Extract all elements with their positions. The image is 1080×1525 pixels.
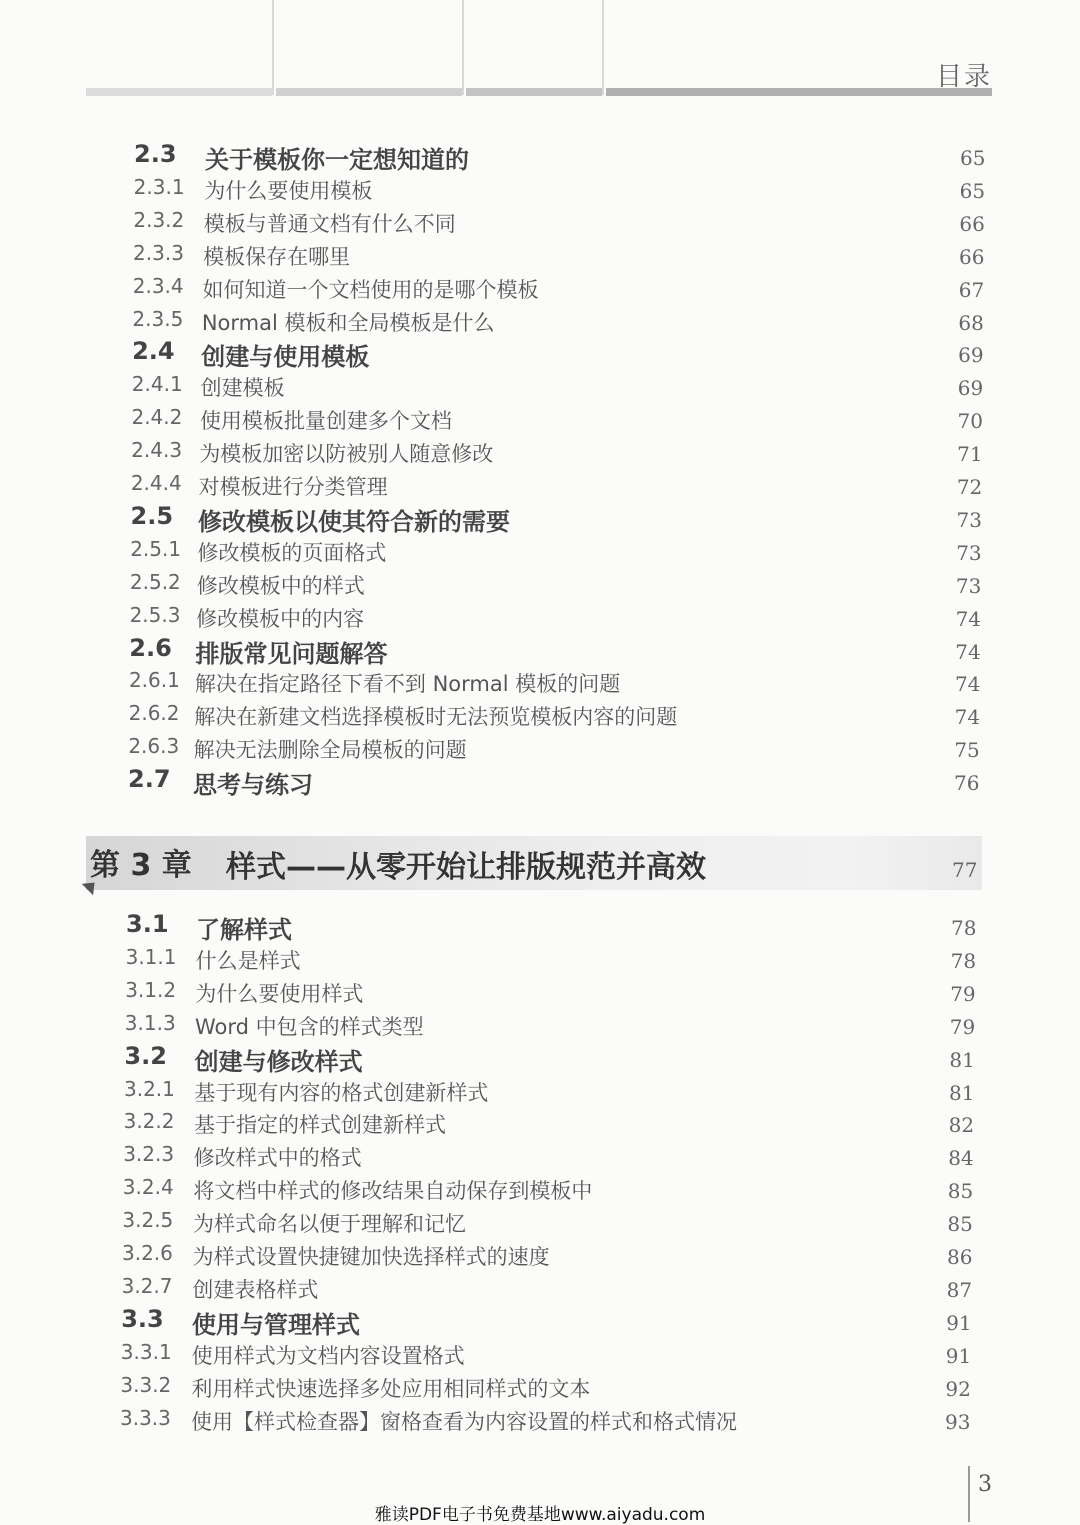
toc-entry-number: 2.3.1 xyxy=(133,174,185,199)
toc-entry-title: Word 中包含的样式类型 xyxy=(195,1014,424,1039)
toc-entry-number: 2.6.1 xyxy=(128,668,180,693)
toc-entry-number: 2.5.3 xyxy=(129,602,181,627)
chapter-title: 样式——从零开始让排版规范并高效 xyxy=(226,850,706,885)
toc-entry-page: 81 xyxy=(949,1080,975,1105)
toc-entry-number: 3.1 xyxy=(126,910,169,938)
toc-entry-title: 修改模板的页面格式 xyxy=(197,540,387,565)
toc-entry-title: 使用与管理样式 xyxy=(192,1310,360,1339)
toc-entry-page: 84 xyxy=(948,1146,974,1171)
toc-entry-page: 73 xyxy=(956,507,982,532)
toc-entry-title: 了解样式 xyxy=(196,916,292,944)
toc-entry-number: 3.1.2 xyxy=(125,977,177,1002)
toc-subsection-entry[interactable] xyxy=(0,601,1080,631)
toc-entry-number: 3.2.1 xyxy=(124,1076,175,1101)
toc-entry-number: 3.3.3 xyxy=(120,1405,171,1430)
toc-entry-number: 3.2.5 xyxy=(122,1208,174,1233)
toc-subsection-entry[interactable] xyxy=(0,1371,1080,1401)
toc-subsection-entry[interactable] xyxy=(0,1206,1080,1236)
toc-subsection-entry[interactable] xyxy=(0,732,1080,762)
toc-subsection-entry[interactable] xyxy=(0,272,1080,302)
toc-entry-page: 87 xyxy=(946,1277,973,1302)
toc-entry-page: 91 xyxy=(945,1343,972,1368)
toc-subsection-entry[interactable] xyxy=(0,305,1080,335)
toc-entry-page: 91 xyxy=(946,1310,972,1335)
toc-entry-page: 81 xyxy=(949,1047,975,1072)
toc-entry-page: 70 xyxy=(957,409,983,434)
toc-entry-title: 对模板进行分类管理 xyxy=(198,475,388,499)
header-title: 目录 xyxy=(936,62,993,92)
toc-entry-page: 76 xyxy=(954,771,980,796)
toc-subsection-entry[interactable] xyxy=(0,666,1080,696)
toc-entry-number: 3.2 xyxy=(124,1041,167,1070)
toc-subsection-entry[interactable] xyxy=(0,239,1080,269)
toc-entry-title: 为模板加密以防被别人随意修改 xyxy=(199,442,494,467)
toc-entry-number: 3.3 xyxy=(121,1304,164,1333)
toc-entry-number: 2.3.2 xyxy=(133,207,185,232)
chapter-page: 77 xyxy=(952,858,978,882)
toc-entry-title: 修改模板以使其符合新的需要 xyxy=(198,507,511,536)
chapter-label: 第 3 章 xyxy=(90,848,192,883)
toc-entry-title: 为什么要使用样式 xyxy=(195,981,364,1006)
toc-entry-page: 73 xyxy=(955,573,982,598)
toc-section-entry[interactable] xyxy=(0,1304,1080,1339)
toc-entry-title: 解决在指定路径下看不到 Normal 模板的问题 xyxy=(194,672,621,697)
toc-entry-number: 2.4.3 xyxy=(131,438,183,463)
toc-subsection-entry[interactable] xyxy=(0,699,1080,729)
toc-subsection-entry[interactable] xyxy=(0,206,1080,236)
toc-entry-number: 2.6.2 xyxy=(128,701,180,726)
toc-entry-number: 2.5 xyxy=(130,501,174,530)
page-number: 3 xyxy=(978,1472,992,1497)
toc-subsection-entry[interactable] xyxy=(0,1404,1080,1434)
toc-entry-title: 解决在新建文档选择模板时无法预览模板内容的问题 xyxy=(194,705,678,730)
toc-subsection-entry[interactable] xyxy=(0,469,1080,499)
toc-entry-number: 2.6 xyxy=(129,633,172,662)
toc-section-entry[interactable] xyxy=(0,337,1080,372)
footer-watermark: 雅读PDF电子书免费基地www.aiyadu.com xyxy=(374,1505,706,1525)
toc-entry-number: 2.5.2 xyxy=(129,569,181,594)
toc-entry-page: 67 xyxy=(958,277,985,302)
toc-entry-page: 69 xyxy=(957,376,984,401)
toc-subsection-entry[interactable] xyxy=(0,1239,1080,1269)
toc-entry-title: 修改模板中的样式 xyxy=(196,573,365,598)
toc-entry-page: 69 xyxy=(958,343,984,368)
toc-subsection-entry[interactable] xyxy=(0,1338,1080,1368)
toc-entry-number: 3.2.6 xyxy=(122,1241,173,1265)
toc-section-entry[interactable] xyxy=(0,765,1080,800)
toc-entry-page: 79 xyxy=(950,981,976,1006)
toc-entry-number: 2.3.3 xyxy=(133,240,184,265)
toc-entry-title: 将文档中样式的修改结果自动保存到模板中 xyxy=(193,1179,593,1204)
toc-subsection-entry[interactable] xyxy=(0,1107,1080,1137)
toc-section-entry[interactable] xyxy=(0,501,1080,536)
toc-entry-title: 基于现有内容的格式创建新样式 xyxy=(194,1080,489,1105)
toc-entry-number: 2.4.2 xyxy=(131,405,183,430)
toc-entry-page: 66 xyxy=(959,244,985,269)
toc-entry-number: 2.4 xyxy=(132,337,175,366)
toc-entry-title: 排版常见问题解答 xyxy=(195,639,388,668)
toc-subsection-entry[interactable] xyxy=(0,436,1080,466)
toc-subsection-entry[interactable] xyxy=(0,173,1080,203)
toc-entry-page: 72 xyxy=(956,475,983,499)
toc-entry-title: 为什么要使用模板 xyxy=(204,178,373,203)
toc-entry-number: 3.3.2 xyxy=(120,1372,172,1397)
toc-entry-title: 创建与修改样式 xyxy=(194,1047,363,1076)
toc-subsection-entry[interactable] xyxy=(0,1272,1080,1302)
toc-entry-page: 75 xyxy=(954,738,980,763)
toc-entry-number: 3.1.1 xyxy=(125,944,177,969)
toc-entry-page: 85 xyxy=(947,1212,973,1237)
toc-entry-title: 为样式设置快捷键加快选择样式的速度 xyxy=(192,1245,550,1269)
toc-entry-number: 3.3.1 xyxy=(120,1339,172,1364)
toc-entry-number: 2.5.1 xyxy=(130,536,182,561)
toc-entry-title: 模板与普通文档有什么不同 xyxy=(203,211,456,236)
toc-entry-page: 65 xyxy=(959,178,986,203)
toc-entry-number: 3.2.7 xyxy=(121,1273,173,1298)
toc-entry-title: 使用样式为文档内容设置格式 xyxy=(191,1343,465,1368)
toc-entry-title: 关于模板你一定想知道的 xyxy=(205,146,469,174)
toc-entry-page: 78 xyxy=(950,948,977,973)
toc-entry-page: 68 xyxy=(958,310,984,335)
toc-entry-page: 74 xyxy=(954,672,981,697)
toc-entry-number: 2.3.4 xyxy=(132,273,184,298)
toc-entry-title: 思考与练习 xyxy=(193,771,313,800)
toc-section-entry[interactable] xyxy=(0,1041,1080,1076)
toc-entry-page: 71 xyxy=(957,442,983,467)
toc-entry-title: 创建与使用模板 xyxy=(201,343,370,372)
toc-subsection-entry[interactable] xyxy=(0,1009,1080,1039)
toc-entry-page: 82 xyxy=(948,1113,975,1138)
toc-entry-title: 基于指定的样式创建新样式 xyxy=(194,1113,446,1138)
toc-section-entry[interactable] xyxy=(0,140,1080,174)
toc-entry-number: 3.2.4 xyxy=(122,1175,174,1200)
toc-subsection-entry[interactable] xyxy=(0,568,1080,598)
toc-entry-page: 74 xyxy=(955,639,981,664)
toc-entry-title: 修改模板中的内容 xyxy=(196,606,365,631)
toc-entry-page: 65 xyxy=(960,146,986,170)
toc-entry-number: 2.6.3 xyxy=(128,734,180,759)
toc-entry-title: 使用【样式检查器】窗格查看为内容设置的样式和格式情况 xyxy=(191,1409,737,1434)
toc-subsection-entry[interactable] xyxy=(0,1173,1080,1203)
toc-entry-title: Normal 模板和全局模板是什么 xyxy=(201,310,495,335)
toc-subsection-entry[interactable] xyxy=(0,370,1080,400)
toc-entry-title: 使用模板批量创建多个文档 xyxy=(199,409,452,434)
toc-entry-title: 解决无法删除全局模板的问题 xyxy=(193,738,467,763)
toc-subsection-entry[interactable] xyxy=(0,976,1080,1006)
toc-entry-page: 78 xyxy=(951,916,977,940)
toc-entry-page: 74 xyxy=(954,705,981,730)
toc-entry-page: 73 xyxy=(956,540,982,565)
toc-entry-title: 创建模板 xyxy=(200,376,285,401)
toc-entry-page: 66 xyxy=(959,211,985,236)
toc-entry-number: 2.3.5 xyxy=(132,306,184,331)
toc-subsection-entry[interactable] xyxy=(0,535,1080,565)
toc-section-entry[interactable] xyxy=(0,633,1080,668)
toc-entry-page: 85 xyxy=(947,1179,974,1204)
toc-entry-number: 3.2.2 xyxy=(123,1109,175,1134)
toc-entry-number: 2.7 xyxy=(128,765,171,794)
toc-entry-number: 2.4.1 xyxy=(131,372,183,397)
toc-subsection-entry[interactable] xyxy=(0,1140,1080,1170)
toc-entry-title: 创建表格样式 xyxy=(192,1277,319,1302)
toc-subsection-entry[interactable] xyxy=(0,943,1080,973)
toc-subsection-entry[interactable] xyxy=(0,403,1080,433)
toc-entry-title: 如何知道一个文档使用的是哪个模板 xyxy=(202,277,539,302)
toc-entry-number: 2.3 xyxy=(134,140,177,168)
toc-entry-title: 修改样式中的格式 xyxy=(193,1146,362,1171)
toc-entry-page: 86 xyxy=(947,1245,973,1269)
toc-section-entry[interactable] xyxy=(0,910,1080,944)
toc-entry-title: 什么是样式 xyxy=(195,948,301,973)
toc-entry-page: 74 xyxy=(955,606,982,631)
toc-entry-page: 93 xyxy=(945,1409,971,1434)
toc-entry-number: 2.4.4 xyxy=(130,471,182,495)
toc-entry-title: 为样式命名以便于理解和记忆 xyxy=(193,1212,466,1237)
toc-entry-title: 利用样式快速选择多处应用相同样式的文本 xyxy=(191,1376,591,1401)
toc-entry-page: 92 xyxy=(945,1376,971,1401)
toc-subsection-entry[interactable] xyxy=(0,1075,1080,1105)
toc-entry-title: 模板保存在哪里 xyxy=(203,244,351,269)
toc-entry-page: 79 xyxy=(949,1014,976,1039)
toc-entry-number: 3.2.3 xyxy=(123,1142,175,1167)
toc-entry-number: 3.1.3 xyxy=(124,1010,176,1035)
